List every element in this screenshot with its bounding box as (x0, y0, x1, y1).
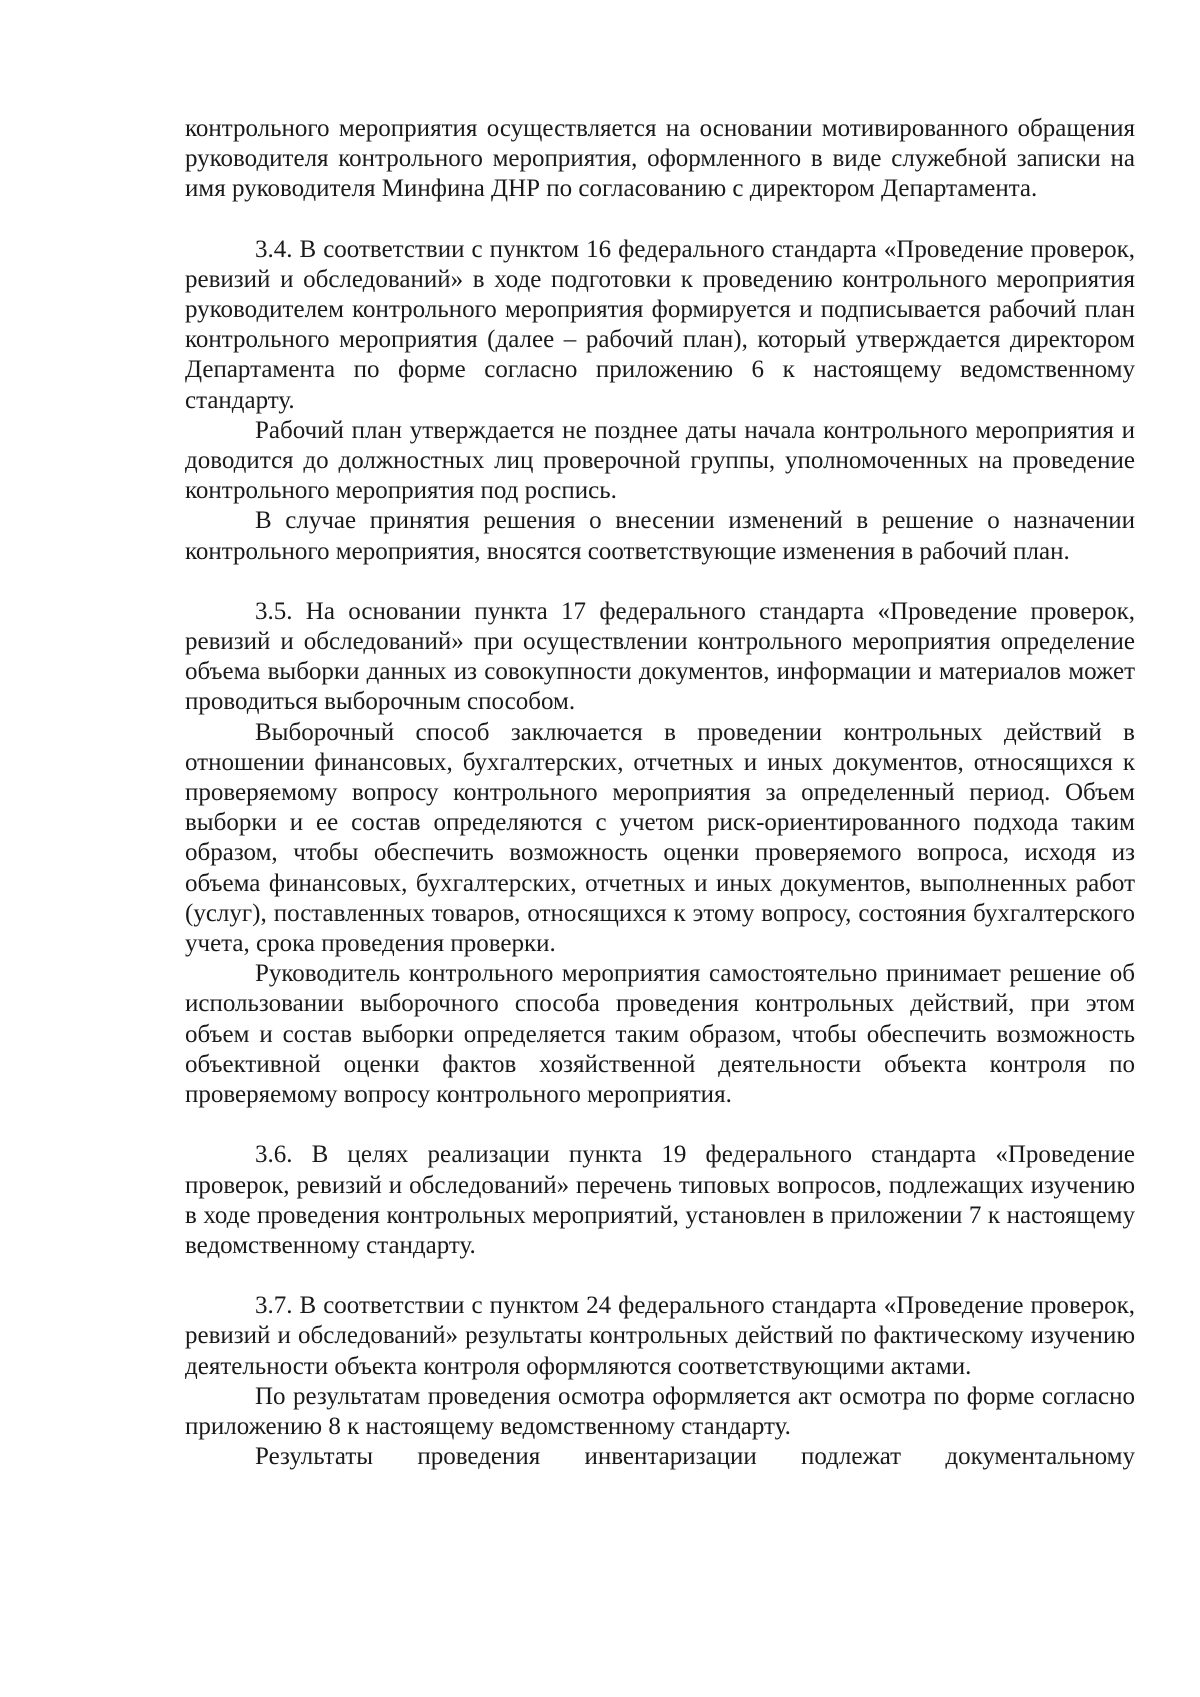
paragraph-inspection-act: По результатам проведения осмотра оформляется акт осмотра по форме согласно приложению 8 к настоящему ведомственному стандарту. (185, 1382, 1135, 1440)
paragraph-3-4: 3.4. В соответствии с пунктом 16 федерального стандарта «Проведение проверок, ревизий и обследований» в ходе подготовки к проведению контрольного мероприятия руководителем контрольного мероприятия формируется и подписывается рабочий план контрольного мероприятия (далее – рабочий план), который утверждается директором Департамента по форме согласно приложению 6 к настоящему ведомственному стандарту. (185, 235, 1135, 414)
paragraph-work-plan: Рабочий план утверждается не позднее даты начала контрольного мероприятия и доводится до должностных лиц проверочной группы, уполномоченных на проведение контрольного мероприятия под роспись. (185, 416, 1135, 505)
paragraph-3-6: 3.6. В целях реализации пункта 19 федерального стандарта «Проведение проверок, ревизий и обследований» перечень типовых вопросов, подлежащих изучению в ходе проведения контрольных мероприятий, установлен в приложении 7 к настоящему ведомственному стандарту. (185, 1141, 1135, 1259)
paragraph-inventory-results: Результаты проведения инвентаризации подлежат документальному (255, 1443, 1135, 1471)
paragraph-plan-changes: В случае принятия решения о внесении изменений в решение о назначении контрольного мероприятия, вносятся соответствующие изменения в рабочий план. (185, 507, 1135, 565)
document-body (185, 114, 1135, 1472)
paragraph-3-5: 3.5. На основании пункта 17 федерального стандарта «Проведение проверок, ревизий и обследований» при осуществлении контрольного мероприятия определение объема выборки данных из совокупности документов, информации и материалов может проводиться выборочным способом. (185, 597, 1135, 716)
paragraph-head-decision: Руководитель контрольного мероприятия самостоятельно принимает решение об использовании выборочного способа проведения контрольных действий, при этом объем и состав выборки определяется таким образом, чтобы обеспечить возможность объективной оценки фактов хозяйственной деятельности объекта контроля по проверяемому вопросу контрольного мероприятия. (185, 960, 1135, 1109)
paragraph-sampling-method: Выборочный способ заключается в проведении контрольных действий в отношении финансовых, бухгалтерских, отчетных и иных документов, относящихся к проверяемому вопросу контрольного мероприятия за определенный период. Объем выборки и ее состав определяются с учетом риск-ориентированного подхода таким образом, чтобы обеспечить возможность оценки проверяемого вопроса, исходя из объема финансовых, бухгалтерских, отчетных и иных документов, выполненных работ (услуг), поставленных товаров, относящихся к этому вопросу, состояния бухгалтерского учета, срока проведения проверки. (185, 718, 1135, 958)
paragraph-continuation: контрольного мероприятия осуществляется на основании мотивированного обращения руководителя контрольного мероприятия, оформленного в виде служебной записки на имя руководителя Минфина ДНР по согласованию с директором Департамента. (185, 115, 1135, 203)
paragraph-3-7: 3.7. В соответствии с пунктом 24 федерального стандарта «Проведение проверок, ревизий и обследований» результаты контрольных действий по фактическому изучению деятельности объекта контроля оформляются соответствующими актами. (185, 1292, 1135, 1380)
